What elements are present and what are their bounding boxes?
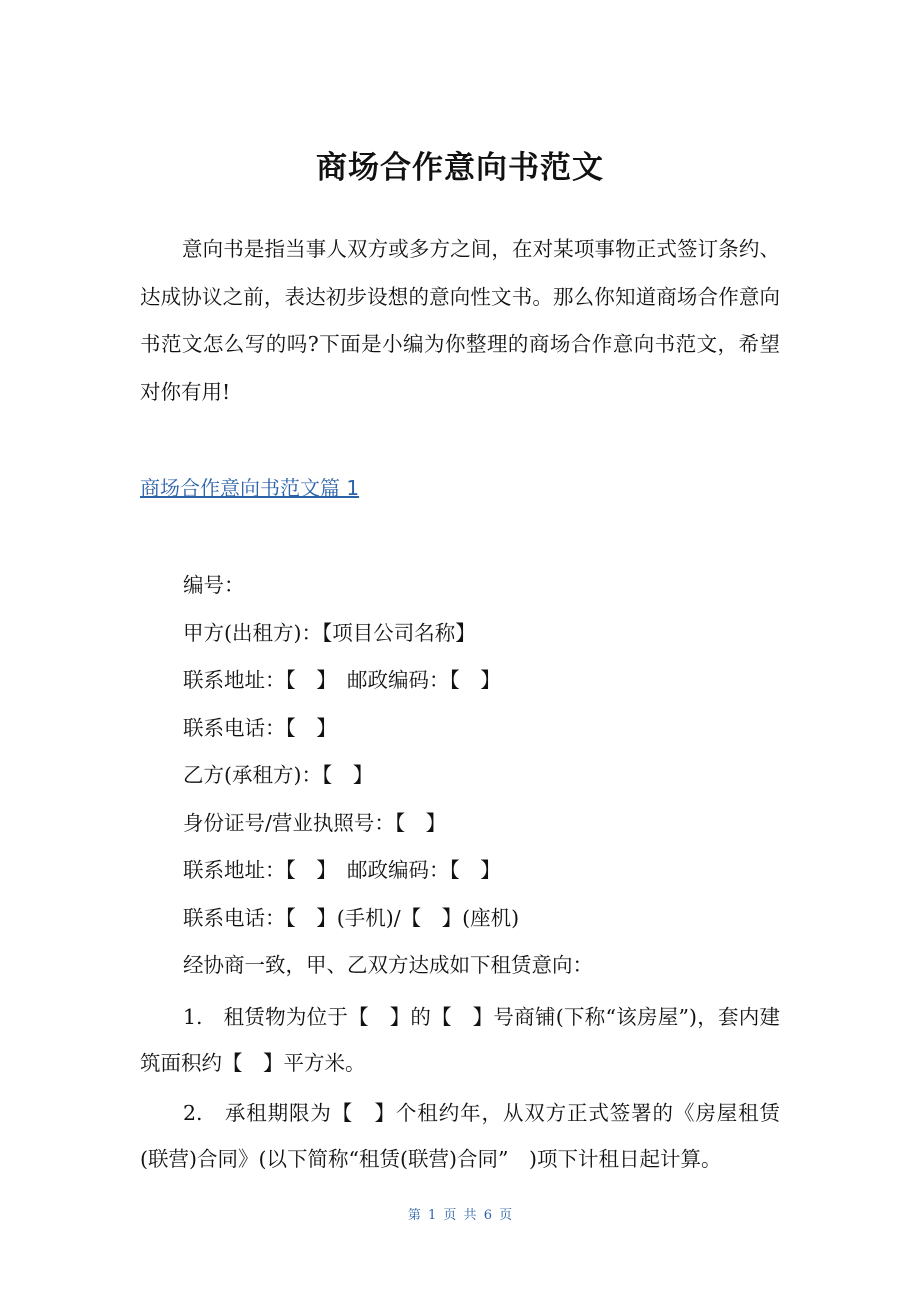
field-party-a: 甲方(出租方)：【项目公司名称】 xyxy=(183,620,476,645)
document-title: 商场合作意向书范文 xyxy=(316,150,604,186)
clause-1: 1. 租赁物为位于【 】的【 】号商铺(下称“该房屋”)，套内建筑面积约【 】平方米。 xyxy=(140,1005,780,1075)
section-heading-link[interactable]: 商场合作意向书范文篇 1 xyxy=(140,476,360,500)
clause-2: 2. 承租期限为【 】个租约年，从双方正式签署的《房屋租赁(联营)合同》(以下简称“租赁(联营)合同” )项下计租日起计算。 xyxy=(140,1101,780,1171)
party-info-list xyxy=(140,562,780,990)
field-number: 编号： xyxy=(183,573,245,597)
field-party-b-id: 身份证号/营业执照号：【 】 xyxy=(183,810,447,835)
field-party-a-phone: 联系电话：【 】 xyxy=(183,715,337,740)
intro-paragraph: 意向书是指当事人双方或多方之间，在对某项事物正式签订条约、达成协议之前，表达初步设想的意向性文书。那么你知道商场合作意向书范文怎么写的吗?下面是小编为你整理的商场合作意向书范文，希望对你有用! xyxy=(140,237,780,404)
field-party-b: 乙方(承租方)：【 】 xyxy=(183,763,374,787)
page-footer: 第 1 页 共 6 页 xyxy=(407,1208,513,1223)
field-party-a-address: 联系地址：【 】 邮政编码：【 】 xyxy=(183,668,501,692)
agreement-statement: 经协商一致，甲、乙双方达成如下租赁意向： xyxy=(183,953,593,977)
field-party-b-address: 联系地址：【 】 邮政编码：【 】 xyxy=(183,858,501,882)
field-party-b-phone: 联系电话：【 】(手机)/【 】(座机) xyxy=(183,905,520,930)
